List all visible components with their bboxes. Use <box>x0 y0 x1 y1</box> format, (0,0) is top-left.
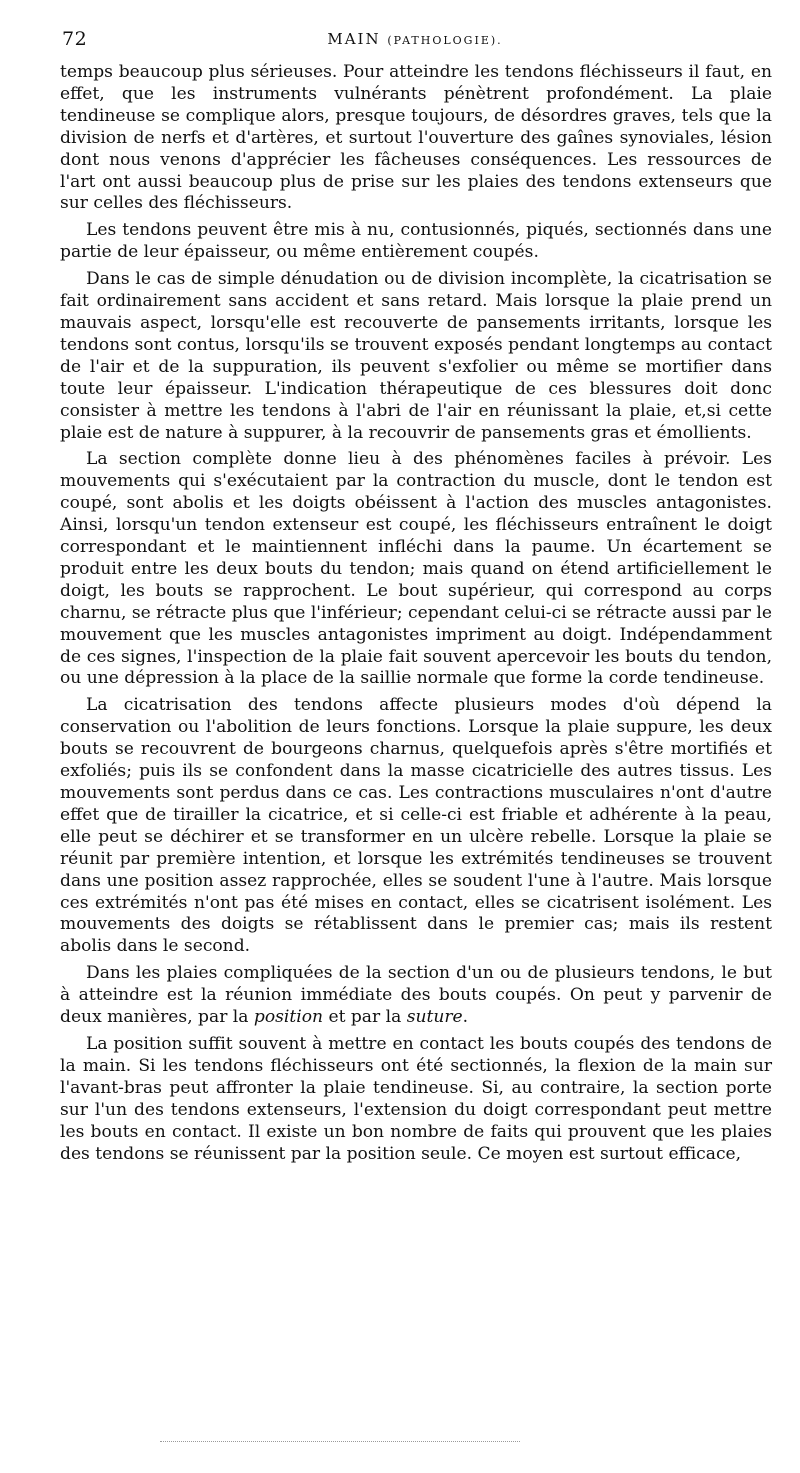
paragraph-continued: temps beaucoup plus sérieuses. Pour atteindre les tendons fléchisseurs il faut, en effet, que les instruments vulnérants pénètrent profondément. La plaie tendineuse se complique alors, presque toujours, de désordres graves, tels que la division de nerfs et d'artères, et surtout l'ouverture des gaînes synoviales, lésion dont nous venons d'apprécier les fâcheuses conséquences. Les ressources de l'art ont aussi beaucoup plus de prise sur les plaies des tendons extenseurs que sur celles des fléchisseurs. <box>60 62 772 214</box>
paragraph-text: Dans les plaies compliquées de la section d'un ou de plusieurs tendons, le but à atteindre est la réunion immédiate des bouts coupés. On peut y parvenir de deux manières, par la <box>60 963 772 1028</box>
paragraph: Les tendons peuvent être mis à nu, contusionnés, piqués, sectionnés dans une partie de leur épaisseur, ou même entièrement coupés. <box>60 220 772 263</box>
running-title-main: MAIN <box>327 30 381 48</box>
paragraph-text: . <box>462 1007 469 1028</box>
page-header <box>60 28 770 58</box>
italic-term-suture: suture <box>406 1007 463 1028</box>
running-title <box>60 30 770 48</box>
paragraph: La section complète donne lieu à des phénomènes faciles à prévoir. Les mouvements qui s'exécutaient par la contraction du muscle, dont le tendon est coupé, sont abolis et les doigts obéissent à l'action des muscles antagonistes. Ainsi, lorsqu'un tendon extenseur est coupé, les fléchisseurs entraînent le doigt correspondant et le maintiennent infléchi dans la paume. Un écartement se produit entre les deux bouts du tendon; mais quand on étend artificiellement le doigt, les bouts se rapprochent. Le bout supérieur, qui correspond au corps charnu, se rétracte plus que l'inférieur; cependant celui-ci se rétracte aussi par le mouvement que les muscles antagonistes impriment au doigt. Indépendamment de ces signes, l'inspection de la plaie fait souvent apercevoir les bouts du tendon, ou une dépression à la place de la saillie normale que forme la corde tendineuse. <box>60 449 772 689</box>
paragraph: La position suffit souvent à mettre en contact les bouts coupés des tendons de la main. Si les tendons fléchisseurs ont été sectionnés, la flexion de la main sur l'avant-bras peut affronter la plaie tendineuse. Si, au contraire, la section porte sur l'un des tendons extenseurs, l'extension du doigt correspondant peut mettre les bouts en contact. Il existe un bon nombre de faits qui prouvent que les plaies des tendons se réunissent par la position seule. Ce moyen est surtout efficace, <box>60 1033 772 1164</box>
paragraph-text: et par la <box>323 1007 407 1028</box>
page-number: 72 <box>62 28 88 50</box>
paragraph: La cicatrisation des tendons affecte plusieurs modes d'où dépend la conservation ou l'abolition de leurs fonctions. Lorsque la plaie suppure, les deux bouts se recouvrent de bourgeons charnus, quelquefois après s'être mortifiés et exfoliés; puis ils se confondent dans la masse cicatricielle des autres tissus. Les mouvements sont perdus dans ce cas. Les contractions musculaires n'ont d'autre effet que de tirailler la cicatrice, et si celle-ci est friable et adhérente à la peau, elle peut se déchirer et se transformer en un ulcère rebelle. Lorsque la plaie se réunit par première intention, et lorsque les extrémités tendineuses se trouvent dans une position assez rapprochée, elles se soudent l'une à l'autre. Mais lorsque ces extrémités n'ont pas été mises en contact, elles se cicatrisent isolément. Les mouvements des doigts se rétablissent dans le premier cas; mais ils restent abolis dans le second. <box>60 695 772 957</box>
body-text <box>60 62 772 1170</box>
footer-dotted-rule <box>160 1441 520 1442</box>
italic-term-position: position <box>253 1007 324 1028</box>
running-title-sub: (PATHOLOGIE). <box>387 34 503 47</box>
paragraph: Dans le cas de simple dénudation ou de division incomplète, la cicatrisation se fait ordinairement sans accident et sans retard. Mais lorsque la plaie prend un mauvais aspect, lorsqu'elle est recouverte de pansements irritants, lorsque les tendons sont contus, lorsqu'ils se trouvent exposés pendant longtemps au contact de l'air et de la suppuration, ils peuvent s'exfolier ou même se mortifier dans toute leur épaisseur. L'indication thérapeutique de ces blessures doit donc consister à mettre les tendons à l'abri de l'air en réunissant la plaie, et,si cette plaie est de nature à suppurer, à la recouvrir de pansements gras et émollients. <box>60 269 772 443</box>
paragraph-with-italics <box>60 963 772 1029</box>
